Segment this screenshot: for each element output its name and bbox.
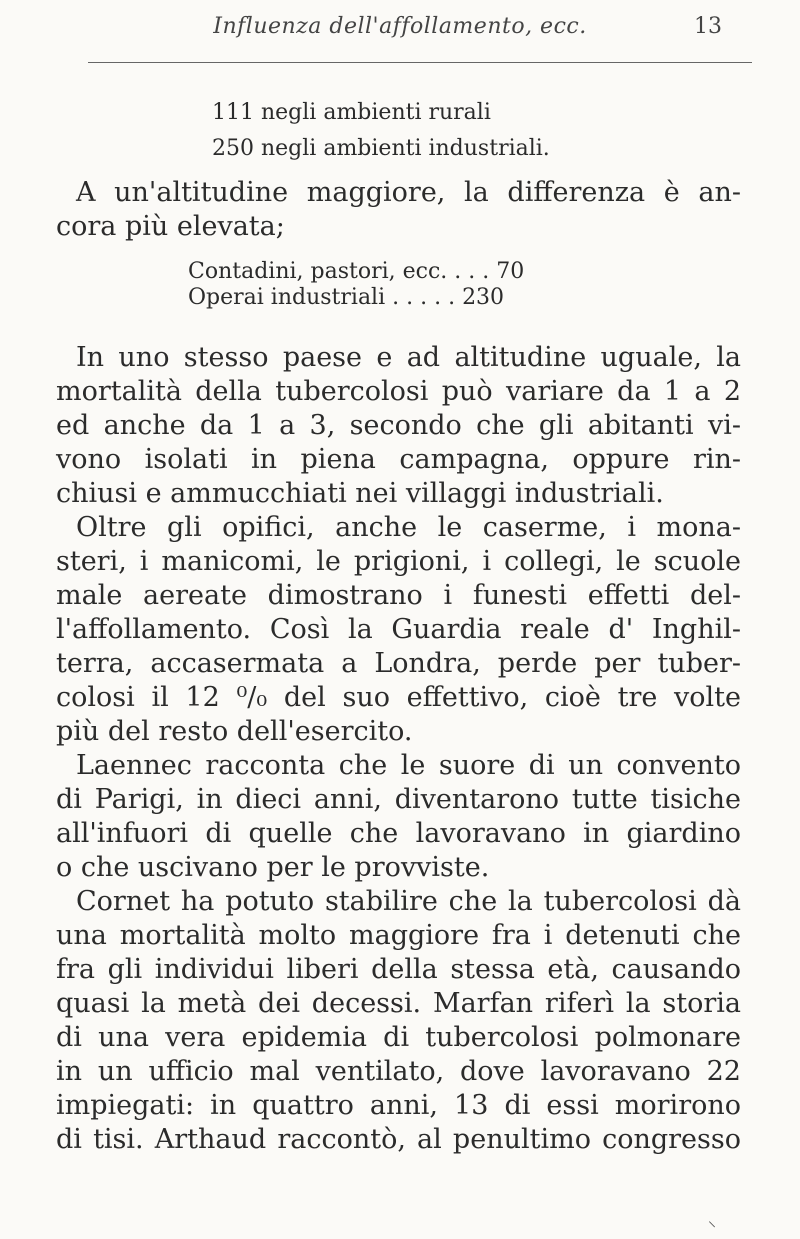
occupation-value: 230 [462, 285, 505, 310]
text-line: A un'altitudine maggiore, la differenza è an- [76, 177, 741, 208]
header-rule [88, 62, 752, 63]
text-line: mortalità della tubercolosi può variare da 1 a 2 [56, 376, 741, 407]
paragraph-altitude [56, 176, 741, 244]
text-line: più del resto dell'esercito. [56, 716, 413, 747]
text-line: in un ufficio mal ventilato, dove lavoravano 22 [56, 1056, 741, 1087]
text-line: l'affollamento. Così la Guardia reale d' Inghil- [56, 614, 741, 645]
text-line: quasi la metà dei decessi. Marfan riferì la storia [56, 988, 741, 1019]
text-line: o che uscivano per le provviste. [56, 852, 490, 883]
running-header [60, 14, 740, 48]
catchword-mark: ⸜ [708, 1211, 717, 1230]
paragraph-cornet [56, 885, 741, 1157]
paragraph-laennec [56, 749, 741, 885]
paragraph-opifici [56, 511, 741, 749]
text-line: steri, i manicomi, le prigioni, i collegi, le scuole [56, 546, 741, 577]
text-line: Laennec racconta che le suore di un convento [76, 750, 741, 781]
text-line: male aereate dimostrano i funesti effetti del- [56, 580, 741, 611]
text-line: fra gli individui liberi della stessa età, causando [56, 954, 741, 985]
stat-rural: 111 negli ambienti rurali [212, 100, 491, 125]
text-line: Oltre gli opifici, anche le caserme, i mona- [76, 512, 741, 543]
page-number: 13 [694, 14, 722, 39]
text-line: all'infuori di quelle che lavoravano in giardino [56, 818, 741, 849]
stat-industrial: 250 negli ambienti industriali. [212, 136, 550, 161]
text-line: di una vera epidemia di tubercolosi polmonare [56, 1022, 741, 1053]
text-line: di tisi. Arthaud raccontò, al penultimo congresso [56, 1124, 741, 1155]
paragraph-village [56, 341, 741, 511]
text-line: In uno stesso paese e ad altitudine uguale, la [76, 342, 741, 373]
occupation-row [188, 285, 524, 311]
text-line: terra, accasermata a Londra, perde per tuber- [56, 648, 741, 679]
text-line: chiusi e ammucchiati nei villaggi industriali. [56, 478, 664, 509]
text-line: Cornet ha potuto stabilire che la tubercolosi dà [76, 886, 741, 917]
text-line: impiegati: in quattro anni, 13 di essi morirono [56, 1090, 741, 1121]
occupation-list [188, 259, 524, 311]
text-line: vono isolati in piena campagna, oppure rin- [56, 444, 741, 475]
text-line: una mortalità molto maggiore fra i detenuti che [56, 920, 741, 951]
occupation-value: 70 [496, 259, 525, 284]
text-line: ed anche da 1 a 3, secondo che gli abitanti vi- [56, 410, 741, 441]
text-line: di Parigi, in dieci anni, diventarono tutte tisiche [56, 784, 741, 815]
occupation-label: Operai industriali . . . . . [188, 285, 456, 310]
occupation-row [188, 259, 524, 285]
text-line: cora più elevata; [56, 211, 285, 242]
occupation-label: Contadini, pastori, ecc. . . . [188, 259, 490, 284]
text-line: colosi il 12 ⁰/₀ del suo effettivo, cioè tre volte [56, 682, 741, 713]
running-title: Influenza dell'affollamento, ecc. [213, 14, 587, 39]
